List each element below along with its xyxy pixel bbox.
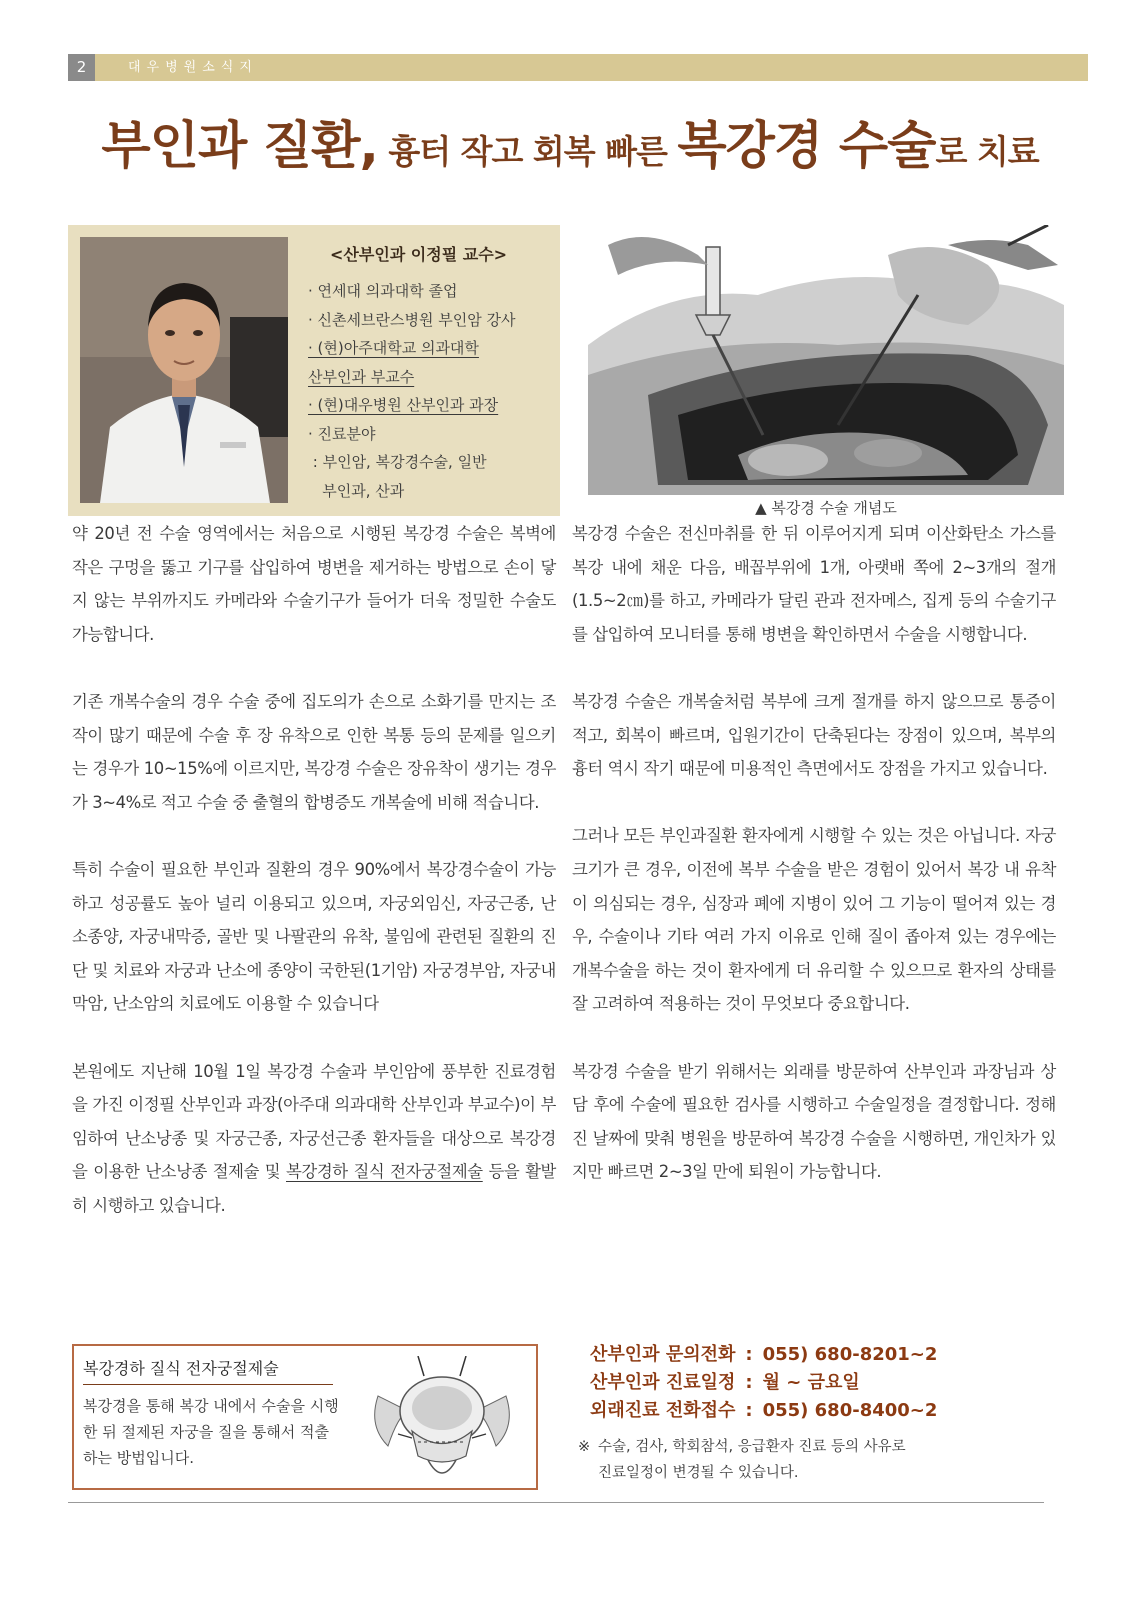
procedure-info-box (72, 1344, 538, 1490)
profile-item: · 신촌세브란스병원 부인암 강사 (308, 310, 516, 329)
right-paragraph-2: 복강경 수술은 개복술처럼 복부에 크게 절개를 하지 않으므로 통증이 적고, 회복이 빠르며, 입원기간이 단축된다는 장점이 있으며, 복부의 흉터 역시 작기 때문에 미용적인 측면에서도 장점을 가지고 있습니다. (572, 691, 1056, 779)
divider (83, 1384, 333, 1385)
contact-row-inquiry: 산부인과 문의전화 : 055) 680-8201~2 (590, 1344, 938, 1365)
profile-item: · 진료분야 (308, 424, 376, 443)
contact-row-reception: 외래진료 전화접수 : 055) 680-8400~2 (590, 1400, 938, 1421)
right-column (572, 517, 1056, 1189)
doctor-photo (80, 237, 288, 503)
laparoscopy-diagram (588, 225, 1064, 495)
profile-list (308, 277, 515, 505)
right-paragraph-4: 복강경 수술을 받기 위해서는 외래를 방문하여 산부인과 과장님과 상담 후에 수술에 필요한 검사를 시행하고 수술일정을 결정합니다. 정해진 날짜에 맞춰 병원을 방문하여 복강경 수술을 시행하면, 개인차가 있지만 빠르면 2~3일 만에 퇴원이 가능합니다. (572, 1061, 1056, 1182)
right-paragraph-1: 복강경 수술은 전신마취를 한 뒤 이루어지게 되며 이산화탄소 가스를 복강 내에 채운 다음, 배꼽부위에 1개, 아랫배 쪽에 2~3개의 절개(1.5~2㎝)를 하고, 카메라가 달린 관과 전자메스, 집게 등의 수술기구를 삽입하여 모니터를 통해 병변을 확인하면서 수술을 시행합니다. (572, 524, 1056, 644)
contact-value: 월 ~ 금요일 (762, 1372, 860, 1393)
uterus-illustration (358, 1356, 526, 1486)
left-paragraph-4 (72, 1055, 556, 1223)
profile-item: : 부인암, 복강경수술, 일반 (308, 453, 487, 471)
profile-item: 부인과, 산과 (308, 481, 405, 500)
contact-label: 산부인과 진료일정 (590, 1372, 736, 1393)
header-bar (68, 54, 1088, 81)
title-part-4: 로 치료 (935, 132, 1039, 171)
doctor-profile-box (68, 225, 560, 516)
contact-value: 055) 680-8400~2 (762, 1400, 938, 1421)
contact-info (590, 1341, 937, 1425)
article-title (0, 112, 1140, 187)
profile-item: · (현)대우병원 산부인과 과장 (308, 396, 499, 414)
title-part-3: 복강경 수술 (677, 117, 936, 176)
note-line-1 (578, 1434, 906, 1460)
left-paragraph-3: 특히 수술이 필요한 부인과 질환의 경우 90%에서 복강경수술이 가능하고 성공률도 높아 널리 이용되고 있으며, 자궁외임신, 자궁근종, 난소종양, 자궁내막증, 골반 및 나팔관의 유착, 불임에 관련된 질환의 진단 및 치료와 자궁과 난소에 종양이 국한된(1기암) 자궁경부암, 자궁내막암, 난소암의 치료에도 이용할 수 있습니다 (72, 859, 556, 1014)
procedure-description: 복강경을 통해 복강 내에서 수술을 시행한 뒤 절제된 자궁을 질을 통해서 적출하는 방법입니다. (83, 1397, 339, 1467)
title-part-1: 부인과 질환, (101, 117, 378, 176)
left-paragraph-4-underlined: 복강경하 질식 전자궁절제술 (286, 1162, 483, 1182)
contact-label: 산부인과 문의전화 (590, 1344, 736, 1365)
note-symbol: ※ (578, 1439, 591, 1455)
profile-item: · (현)아주대학교 의과대학 (308, 339, 479, 357)
contact-label: 외래진료 전화접수 (590, 1400, 736, 1421)
left-paragraph-2: 기존 개복수술의 경우 수술 중에 집도의가 손으로 소화기를 만지는 조작이 많기 때문에 수술 후 장 유착으로 인한 복통 등의 문제를 일으키는 경우가 10~15%에 이르지만, 복강경 수술은 장유착이 생기는 경우가 3~4%로 적고 수술 중 출혈의 합병증도 개복술에 비해 적습니다. (72, 691, 556, 812)
left-column (72, 517, 556, 1222)
profile-item: · 연세대 의과대학 졸업 (308, 282, 458, 300)
footer-divider (68, 1502, 1044, 1503)
left-paragraph-4-text: 본원에도 지난해 10월 1일 복강경 수술과 부인암에 풍부한 진료경험을 가진 이정필 산부인과 과장(아주대 의과대학 산부인과 부교수)이 부임하여 난소낭종 및 자궁근종, 자궁선근종 환자들을 대상으로 복강경을 이용한 난소낭종 절제술 및 (72, 1061, 556, 1182)
note-line-2: 진료일정이 변경될 수 있습니다. (598, 1465, 799, 1481)
profile-title: <산부인과 이정필 교수> (330, 245, 508, 264)
publication-name: 대우병원소식지 (128, 60, 258, 75)
diagram-caption: ▲ 복강경 수술 개념도 (755, 499, 897, 517)
procedure-title: 복강경하 질식 전자궁절제술 (83, 1359, 279, 1378)
note-text-1: 수술, 검사, 학회참석, 응급환자 진료 등의 사유로 (598, 1439, 906, 1455)
schedule-note (578, 1434, 906, 1486)
left-paragraph-4-text-end: 등을 활발히 시행하고 있습니다. (72, 1162, 556, 1215)
profile-item: 산부인과 부교수 (308, 367, 415, 386)
page-number: 2 (68, 54, 95, 81)
contact-value: 055) 680-8201~2 (762, 1344, 938, 1365)
right-paragraph-3: 그러나 모든 부인과질환 환자에게 시행할 수 있는 것은 아닙니다. 자궁 크기가 큰 경우, 이전에 복부 수술을 받은 경험이 있어서 복강 내 유착이 의심되는 경우, 심장과 폐에 지병이 있어 그 기능이 떨어져 있는 경우, 수술이나 기타 여러 가지 이유로 인해 질이 좁아져 있는 경우에는 개복수술을 하는 것이 환자에게 더 유리할 수 있으므로 환자의 상태를 잘 고려하여 적용하는 것이 무엇보다 중요합니다. (572, 826, 1056, 1014)
left-paragraph-1: 약 20년 전 수술 영역에서는 처음으로 시행된 복강경 수술은 복벽에 작은 구멍을 뚫고 기구를 삽입하여 병변을 제거하는 방법으로 손이 닿지 않는 부위까지도 카메라와 수술기구가 들어가 더욱 정밀한 수술도 가능합니다. (72, 524, 556, 644)
contact-row-schedule: 산부인과 진료일정 : 월 ~ 금요일 (590, 1372, 860, 1393)
title-part-2: 흉터 작고 회복 빠른 (377, 132, 678, 171)
